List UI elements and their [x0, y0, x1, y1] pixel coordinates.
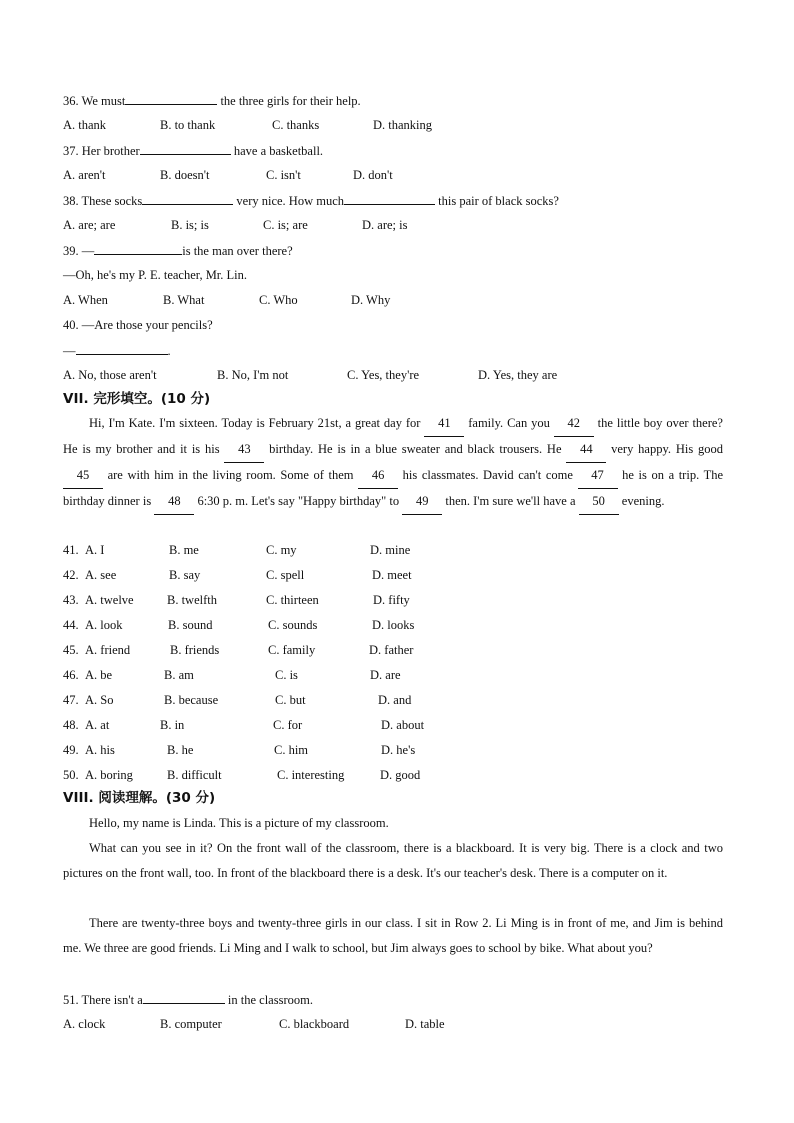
option-b: B. because [164, 693, 219, 707]
cloze-text: evening. [618, 494, 665, 508]
option-a: A. When [63, 293, 108, 307]
question-38-stem-end: this pair of black socks? [435, 194, 559, 208]
option-d: D. mine [370, 543, 411, 557]
option-c: C. Who [259, 293, 298, 307]
option-d: D. good [380, 768, 421, 782]
option-a: A. be [85, 668, 113, 682]
option-c: C. spell [266, 568, 305, 582]
option-d: D. don't [353, 168, 393, 182]
question-38 [63, 192, 559, 209]
option-d: D. Yes, they are [478, 368, 558, 382]
question-39-stem-end: is the man over there? [182, 244, 293, 258]
reading-paragraph-2 [63, 836, 723, 886]
question-51-stem: 51. There isn't a [63, 993, 143, 1007]
option-b: B. in [160, 718, 185, 732]
option-a: A. twelve [85, 593, 134, 607]
option-c: C. for [273, 718, 303, 732]
question-51 [63, 991, 313, 1008]
option-d: D. are; is [362, 218, 408, 232]
question-39 [63, 242, 293, 259]
option-b: B. say [169, 568, 201, 582]
option-a: A. his [85, 743, 115, 757]
option-a: A. I [85, 543, 105, 557]
reading-paragraph-1 [63, 811, 723, 836]
answer-blank [143, 991, 225, 1004]
option-d: D. looks [372, 618, 415, 632]
option-d: D. are [370, 668, 401, 682]
cloze-text: birthday. He is in a blue sweater and black trousers. He [264, 442, 567, 456]
option-c: C. but [275, 693, 306, 707]
option-a: A. boring [85, 768, 133, 782]
answer-blank [125, 92, 217, 105]
option-a: A. thank [63, 118, 107, 132]
option-a: A. clock [63, 1017, 106, 1031]
option-d: D. table [405, 1017, 445, 1031]
section-heading-reading: VIII. 阅读理解。(30 分) [63, 790, 216, 806]
answer-blank [142, 192, 233, 205]
answer-blank [140, 142, 231, 155]
option-d: D. meet [372, 568, 412, 582]
option-number: 48. [63, 718, 79, 732]
question-39-reply: —Oh, he's my P. E. teacher, Mr. Lin. [63, 268, 248, 282]
answer-blank [94, 242, 182, 255]
option-d: D. fifty [373, 593, 410, 607]
blank-42: 42 [554, 411, 594, 437]
reading-text: What can you see in it? On the front wall of the classroom, there is a blackboard. It is very big. There is a clock and two pictures on the front wall, too. In front of the blackboard there is a desk. It's our teacher's desk. There is a computer on it. [63, 841, 723, 880]
cloze-text: family. Can you [464, 416, 554, 430]
option-b: B. doesn't [160, 168, 210, 182]
reading-text: There are twenty-three boys and twenty-three girls in our class. I sit in Row 2. Li Ming is in front of me, and Jim is behind me. We three are good friends. Li Ming and I walk to school, but Jim always goes to school by bike. What about you? [63, 916, 723, 955]
option-c: C. family [268, 643, 316, 657]
cloze-text: the little boy over there? He is my brother and it is his [63, 416, 723, 456]
cloze-text: Hi, I'm Kate. I'm sixteen. Today is February 21st, a great day for [89, 416, 425, 430]
question-40-reply [63, 342, 171, 359]
reading-text: Hello, my name is Linda. This is a picture of my classroom. [89, 816, 389, 830]
blank-48: 48 [154, 489, 194, 515]
option-c: C. sounds [268, 618, 318, 632]
cloze-passage [63, 411, 723, 515]
question-37 [63, 142, 323, 159]
option-c: C. interesting [277, 768, 345, 782]
option-c: C. Yes, they're [347, 368, 420, 382]
option-c: C. thanks [272, 118, 320, 132]
cloze-text: he is on a trip. The birthday dinner is [63, 468, 724, 508]
option-d: D. Why [351, 293, 391, 307]
option-b: B. to thank [160, 118, 216, 132]
option-number: 49. [63, 743, 79, 757]
option-number: 50. [63, 768, 79, 782]
option-b: B. difficult [167, 768, 222, 782]
dash: — [63, 344, 76, 358]
blank-49: 49 [402, 489, 442, 515]
blank-41: 41 [424, 411, 464, 437]
option-b: B. No, I'm not [217, 368, 289, 382]
option-b: B. What [163, 293, 205, 307]
option-a: A. friend [85, 643, 131, 657]
option-b: B. friends [170, 643, 220, 657]
question-36-stem-end: the three girls for their help. [217, 94, 361, 108]
option-number: 46. [63, 668, 79, 682]
option-d: D. he's [381, 743, 416, 757]
option-c: C. isn't [266, 168, 301, 182]
option-b: B. twelfth [167, 593, 217, 607]
cloze-text: then. I'm sure we'll have a [442, 494, 579, 508]
blank-47: 47 [578, 463, 618, 489]
option-number: 42. [63, 568, 79, 582]
cloze-text: very happy. His good [606, 442, 723, 456]
option-c: C. thirteen [266, 593, 319, 607]
blank-44: 44 [566, 437, 606, 463]
option-d: D. about [381, 718, 425, 732]
question-38-stem: 38. These socks [63, 194, 143, 208]
option-a: A. aren't [63, 168, 106, 182]
option-number: 45. [63, 643, 79, 657]
option-b: B. me [169, 543, 199, 557]
question-37-stem-end: have a basketball. [230, 144, 324, 158]
option-number: 43. [63, 593, 79, 607]
option-b: B. is; is [171, 218, 209, 232]
answer-blank [76, 342, 168, 355]
option-a: A. No, those aren't [63, 368, 157, 382]
option-d: D. thanking [373, 118, 433, 132]
question-36-stem: 36. We must [63, 94, 126, 108]
section-heading-cloze: VII. 完形填空。(10 分) [63, 391, 211, 407]
option-b: B. am [164, 668, 194, 682]
question-51-stem-end: in the classroom. [224, 993, 313, 1007]
blank-45: 45 [63, 463, 103, 489]
option-a: A. see [85, 568, 117, 582]
question-39-stem: 39. — [63, 244, 95, 258]
option-c: C. my [266, 543, 297, 557]
option-c: C. blackboard [279, 1017, 350, 1031]
option-c: C. is; are [263, 218, 308, 232]
option-c: C. him [274, 743, 309, 757]
question-40: 40. —Are those your pencils? [63, 318, 213, 332]
option-a: A. at [85, 718, 110, 732]
answer-blank [344, 192, 435, 205]
option-number: 41. [63, 543, 79, 557]
option-a: A. So [85, 693, 114, 707]
cloze-text: his classmates. David can't come [398, 468, 578, 482]
question-36 [63, 92, 361, 109]
blank-50: 50 [579, 489, 619, 515]
option-d: D. father [369, 643, 414, 657]
option-a: A. look [85, 618, 123, 632]
option-number: 47. [63, 693, 79, 707]
blank-46: 46 [358, 463, 398, 489]
option-b: B. computer [160, 1017, 222, 1031]
option-number: 44. [63, 618, 79, 632]
cloze-text: 6:30 p. m. Let's say "Happy birthday" to [194, 494, 403, 508]
period: . [167, 344, 171, 358]
reading-paragraph-3 [63, 911, 723, 961]
option-b: B. he [167, 743, 194, 757]
cloze-text: are with him in the living room. Some of them [103, 468, 359, 482]
option-a: A. are; are [63, 218, 116, 232]
option-d: D. and [378, 693, 412, 707]
question-38-stem-mid: very nice. How much [233, 194, 345, 208]
blank-43: 43 [224, 437, 264, 463]
option-c: C. is [275, 668, 298, 682]
question-37-stem: 37. Her brother [63, 144, 140, 158]
option-b: B. sound [168, 618, 213, 632]
